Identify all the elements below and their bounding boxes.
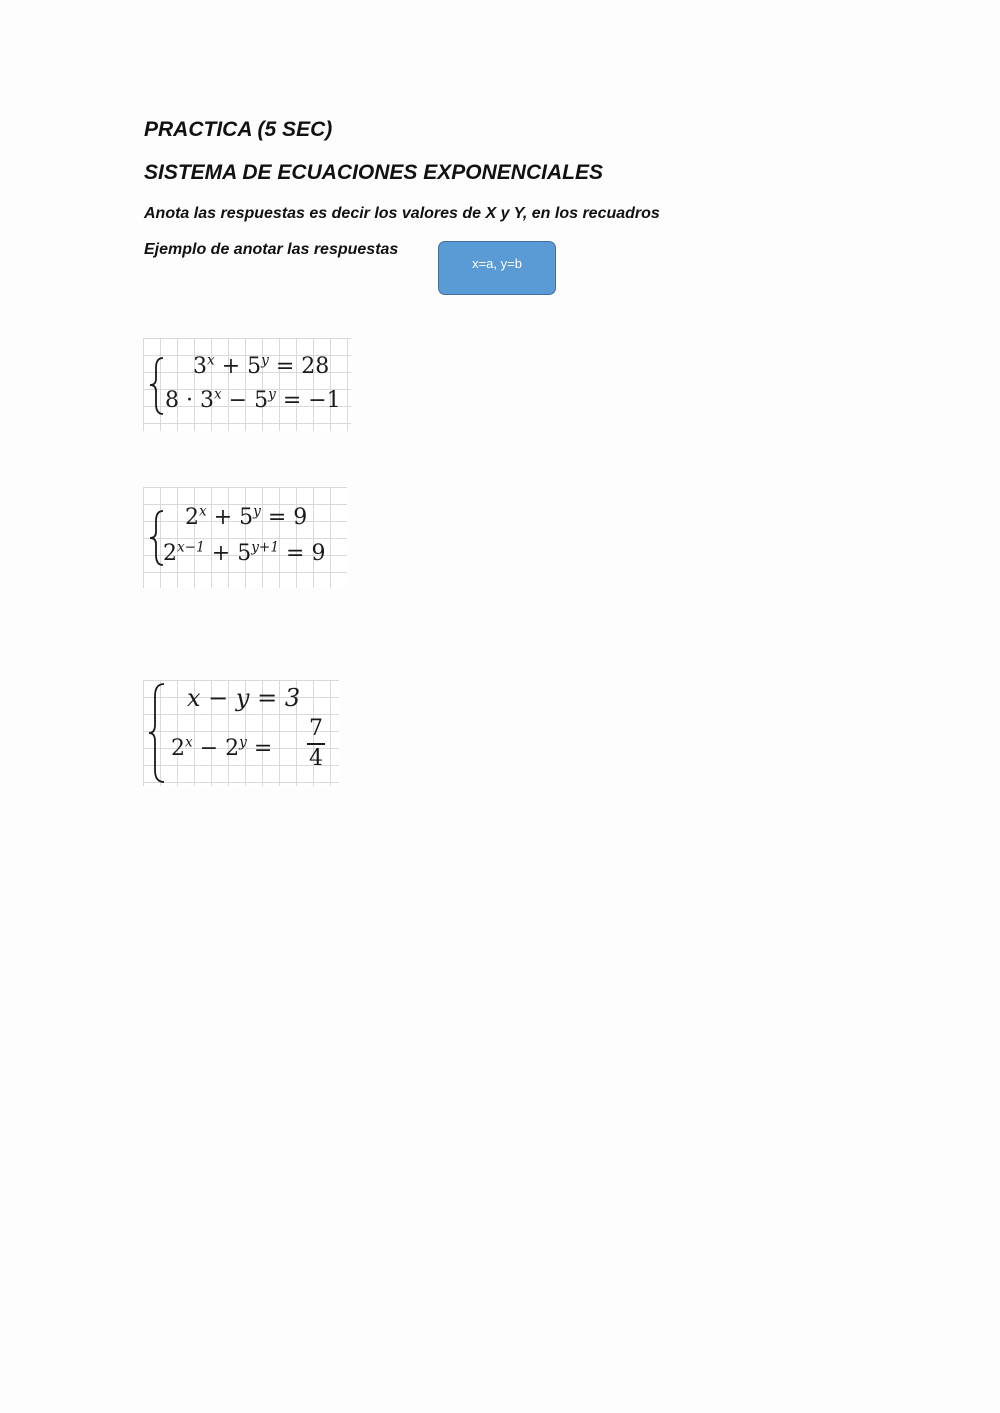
equation-system-2 [143, 487, 347, 588]
page-subtitle: SISTEMA DE ECUACIONES EXPONENCIALES [144, 161, 603, 184]
equation-system-1 [143, 338, 351, 431]
left-brace-icon [145, 487, 167, 588]
equation-line-2: 8 · 3$^x$ − 5$^y$ = −1 [165, 386, 341, 413]
fraction [307, 718, 325, 770]
equation-line-1: x − y = 3 [187, 684, 301, 712]
page-title: PRACTICA (5 SEC) [144, 118, 333, 141]
example-label: Ejemplo de anotar las respuestas [144, 241, 399, 258]
equation-line-2: $2^{x-1} + 5^{y+1} = 9$ [163, 539, 326, 566]
fraction-numerator: 7 [309, 716, 323, 741]
left-brace-icon [145, 338, 167, 431]
fraction-denominator: 4 [309, 745, 323, 771]
equation-line-2: 2$^x$ − 2$^y$ = [171, 734, 273, 761]
left-brace-icon [145, 680, 167, 786]
fraction-bar [307, 743, 325, 745]
example-answer-box[interactable]: x=a, y=b [438, 241, 556, 295]
equation-system-3 [143, 680, 339, 786]
equation-line-1: 3$^x$ + 5$^y$ = 28 [193, 352, 330, 379]
equation-line-1: 2$^x$ + 5$^y$ = 9 [185, 503, 308, 530]
instruction-text: Anota las respuestas es decir los valores de X y Y, en los recuadros [144, 205, 660, 222]
